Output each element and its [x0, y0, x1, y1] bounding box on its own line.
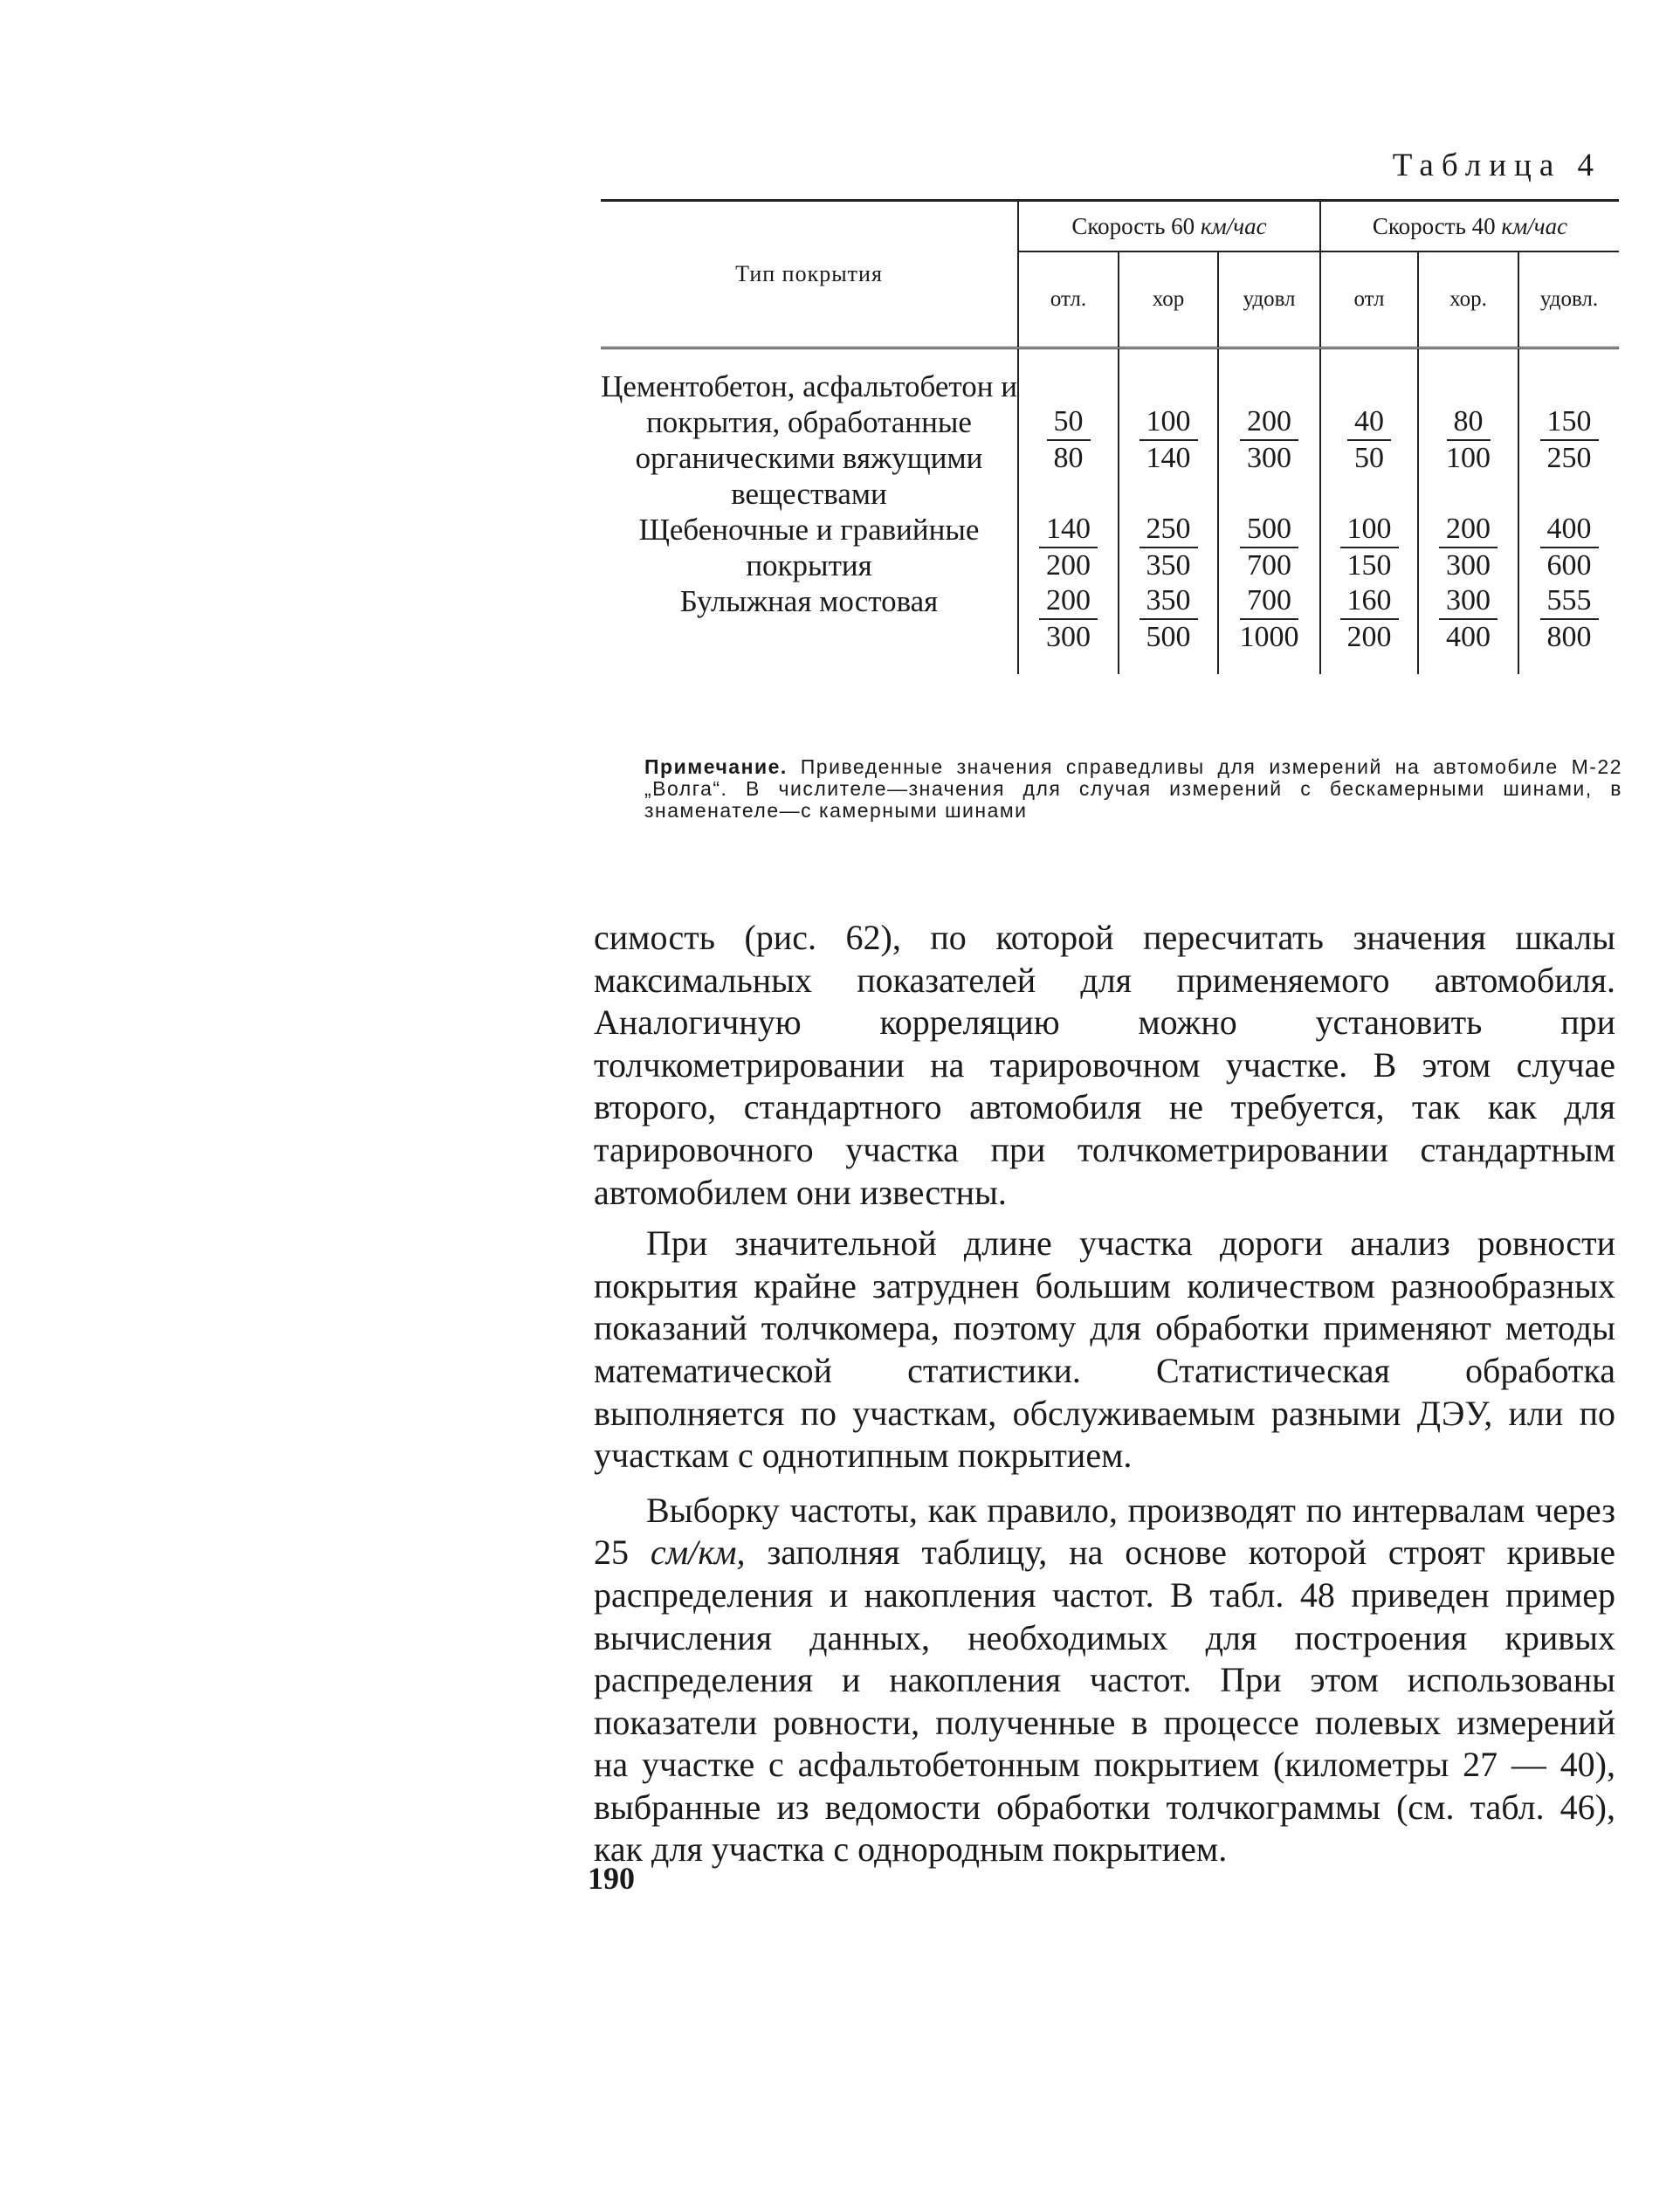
subheader-satisfactory-40: удовл. [1518, 251, 1619, 348]
value-fraction: $\frac{200}{300}$ [1439, 512, 1498, 583]
subheader-good-40: хор. [1418, 251, 1518, 348]
speed-40-header: Скорость 40 км/час [1320, 201, 1619, 252]
value-fraction: $\frac{100}{150}$ [1340, 512, 1399, 583]
value-fraction: $\frac{250}{350}$ [1140, 512, 1198, 583]
row-gravel-name: Щебеночные и гравийные покрытия [638, 513, 980, 582]
data-table-container [601, 199, 1619, 674]
subheader-satisfactory-60: удовл [1218, 251, 1320, 348]
note-label: Примечание. [644, 755, 788, 778]
paragraph-1: симость (рис. 62), по которой пересчитать значения шкалы максимальных показателей для применяемого автомобиля. Аналогичную корреляцию можно установить при толчкометрировании на тарировочном участке. В этом случае второго, стандартного автомобиля не требуется, так как для тарировочного участка при толчкометрировании стандартным автомобилем они известны. [594, 918, 1615, 1212]
table-note [644, 756, 1622, 822]
row-cement-name: Цементобетон, асфальтобетон и покрытия, обработанные органическими вяжущими веществами [601, 369, 1017, 511]
table-caption: Таблица 4 [1392, 148, 1601, 183]
value-fraction: $\frac{150}{250}$ [1540, 404, 1599, 476]
row-cobblestone-name: Булыжная мостовая [679, 584, 939, 618]
body-text [594, 917, 1615, 1871]
table-row [601, 368, 1619, 512]
value-fraction: $\frac{200}{300}$ [1240, 404, 1298, 476]
speed-60-header: Скорость 60 км/час [1018, 201, 1320, 252]
value-fraction: $\frac{700}{1000}$ [1239, 584, 1299, 653]
paragraph-2: При значительной длине участка дороги анализ ровности покрытия крайне затруднен большим количеством разнообразных показаний толчкомера, поэтому для обработки применяют методы математической статистики. Статистическая обработка выполняется по участкам, обслуживаемым разными ДЭУ, или по участкам с однотипным покрытием. [594, 1223, 1615, 1476]
value-fraction: $\frac{500}{700}$ [1240, 512, 1298, 583]
value-fraction: $\frac{50}{80}$ [1047, 404, 1091, 476]
subheader-good-60: хор [1119, 251, 1218, 348]
value-fraction: $\frac{40}{50}$ [1347, 404, 1391, 476]
type-column-header: Тип покрытия [601, 201, 1018, 348]
table-row [601, 512, 1619, 583]
value-fraction: $\frac{555}{800}$ [1540, 583, 1599, 655]
value-fraction: $\frac{400}{600}$ [1540, 512, 1599, 583]
value-fraction: $\frac{140}{200}$ [1039, 512, 1098, 583]
subheader-excellent-40: отл [1320, 251, 1418, 348]
paragraph-3: Выборку частоты, как правило, производят по интервалам через 25 см/км, заполняя таблицу, на основе которой строят кривые распределения и накопления частот. В табл. 48 приведен пример вычисления данных, необходимых для построения кривых распределения и накопления частот. При этом использованы показатели ровности, полученные в процессе полевых измерений на участке с асфальтобетонным покрытием (километры 27 — 40), выбранные из ведомости обработки толчкограммы (см. табл. 46), как для участка с однородным покрытием. [594, 1490, 1616, 1870]
note-text: Приведенные значения справедливы для измерений на автомобиле М-22 „Волга“. В числителе—значения для случая измерений с бескамерными шинами, в знаменателе—с камерными шинами [644, 755, 1622, 822]
value-fraction: $\frac{80}{100}$ [1446, 405, 1491, 474]
value-fraction: $\frac{160}{200}$ [1340, 583, 1399, 655]
table-row [601, 583, 1619, 655]
value-fraction: $\frac{300}{400}$ [1439, 583, 1498, 655]
value-fraction: $\frac{200}{300}$ [1039, 583, 1098, 655]
page-number: 190 [588, 1861, 635, 1896]
data-table [601, 199, 1619, 674]
value-fraction: $\frac{350}{500}$ [1140, 583, 1198, 655]
value-fraction: $\frac{100}{140}$ [1140, 404, 1198, 476]
subheader-excellent-60: отл. [1018, 251, 1119, 348]
